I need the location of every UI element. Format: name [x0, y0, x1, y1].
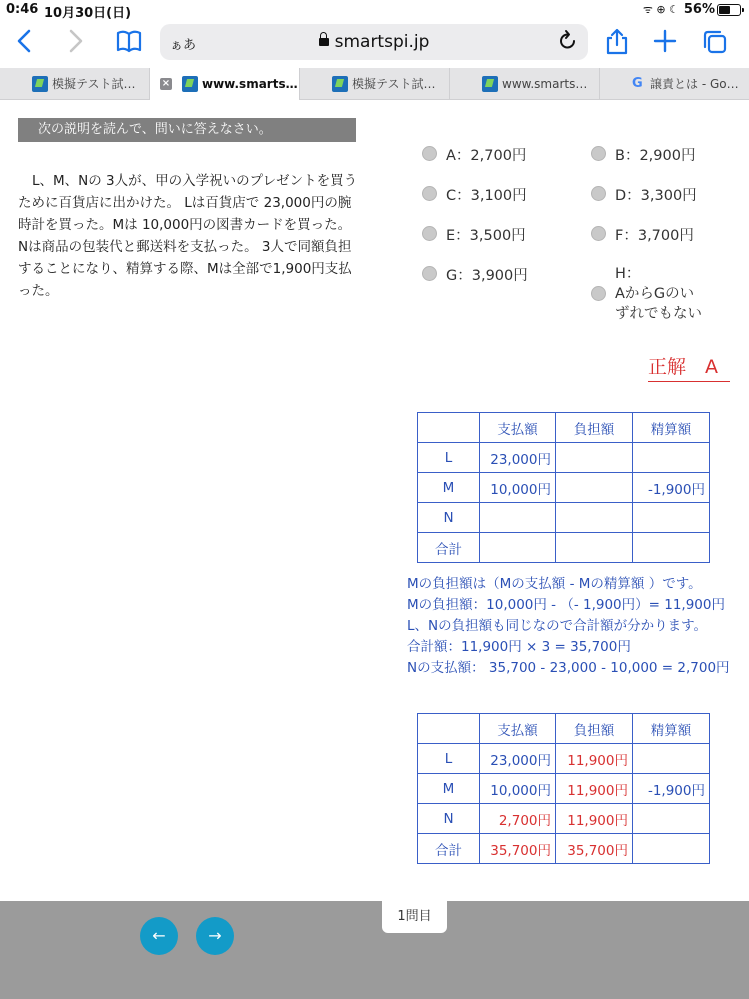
status-bar: [0, 0, 749, 20]
question-number-indicator: 1問目: [382, 901, 447, 933]
choice-label: [615, 264, 702, 324]
choice-label: C：3,100円: [446, 188, 527, 204]
table-cell-highlighted: 11,900円: [556, 774, 633, 804]
row-header-cell: N: [418, 804, 480, 834]
table-cell-highlighted: 11,900円: [556, 744, 633, 774]
tab-label: www.smarts…: [202, 77, 298, 91]
choice-label-line: AからGのい: [615, 286, 695, 302]
battery-percentage: 56%: [683, 2, 715, 17]
table-row: [418, 473, 710, 503]
table-cell: [633, 533, 710, 563]
table-header-cell: [418, 714, 480, 744]
table-header-cell: 精算額: [633, 413, 710, 443]
row-header-cell: M: [418, 473, 480, 503]
tab-google-search[interactable]: [600, 68, 749, 100]
site-favicon-icon: [182, 76, 198, 92]
choice-label: G：3,900円: [446, 268, 528, 284]
choice-label: E：3,500円: [446, 228, 526, 244]
table-cell: [556, 503, 633, 533]
explanation: [393, 574, 733, 679]
table-cell: 10,000円: [480, 473, 556, 503]
table-header-cell: 精算額: [633, 714, 710, 744]
table-cell: [556, 533, 633, 563]
radio-button[interactable]: [422, 186, 437, 201]
instruction-bar: 次の説明を読んで、問いに答えなさい。: [18, 118, 356, 142]
choice-label: B：2,900円: [615, 148, 696, 164]
status-indicator-icons: ᯤ ⊕ ☾: [642, 3, 679, 16]
table-cell: [633, 443, 710, 473]
table-row: [418, 834, 710, 864]
table-header-cell: 負担額: [556, 413, 633, 443]
radio-button[interactable]: [591, 286, 606, 301]
table-header-cell: 支払額: [480, 413, 556, 443]
table-cell: 23,000円: [480, 443, 556, 473]
row-header-cell: 合計: [418, 533, 480, 563]
explanation-line: Mの負担額は（Mの支払額 - Mの精算額 ）です。: [407, 576, 702, 592]
table-cell-highlighted: 2,700円: [480, 804, 556, 834]
tabs-icon[interactable]: [700, 28, 730, 62]
close-icon[interactable]: ×: [161, 78, 171, 89]
choice-label: D：3,300円: [615, 188, 697, 204]
site-favicon-icon: [332, 76, 348, 92]
tab-smartspi-2[interactable]: [450, 68, 600, 100]
settlement-table-solved: [417, 713, 710, 864]
address-bar[interactable]: [160, 24, 588, 60]
radio-button[interactable]: [591, 146, 606, 161]
choice-label: A：2,700円: [446, 148, 527, 164]
table-cell-highlighted: 35,700円: [556, 834, 633, 864]
plus-icon[interactable]: [650, 28, 680, 60]
tab-bar: [0, 68, 749, 100]
radio-button[interactable]: [422, 266, 437, 281]
table-header-row: [418, 714, 710, 744]
row-header-cell: 合計: [418, 834, 480, 864]
chevron-right-icon[interactable]: [60, 28, 90, 60]
table-cell: 10,000円: [480, 774, 556, 804]
table-cell: [480, 503, 556, 533]
tab-mock-test-1[interactable]: [0, 68, 150, 100]
next-question-button[interactable]: →: [196, 917, 234, 955]
table-header-cell: 支払額: [480, 714, 556, 744]
radio-button[interactable]: [591, 186, 606, 201]
battery-level-fill: [719, 6, 730, 14]
table-header-cell: [418, 413, 480, 443]
question-text: L、M、Nの 3人が、甲の入学祝いのプレゼントを買うために百貨店に出かけた。 Lは百貨店で 23,000円の腕時計を買った。Mは 10,000円の図書カードを買った。Nは商品の包装代と郵送料を支払った。 3人で同額負担することになり、精算する際、Mは全部で1,900円支払った。: [18, 173, 358, 299]
lock-icon: [319, 38, 329, 46]
choice-label-line: H：: [615, 266, 641, 282]
previous-question-button[interactable]: ←: [140, 917, 178, 955]
status-time: 0:46: [6, 2, 39, 17]
table-cell-highlighted: 35,700円: [480, 834, 556, 864]
table-cell: [480, 533, 556, 563]
explanation-line: Nの支払額： 35,700 - 23,000 - 10,000 = 2,700円: [407, 660, 730, 676]
tab-label: 模擬テスト試…: [352, 77, 436, 91]
table-header-row: [418, 413, 710, 443]
tab-smartspi-active[interactable]: [150, 68, 300, 100]
google-icon: G: [632, 76, 643, 91]
row-header-cell: N: [418, 503, 480, 533]
site-favicon-icon: [482, 76, 498, 92]
choice-label-line: ずれでもない: [615, 306, 702, 322]
correct-answer: 正解 A: [648, 352, 730, 382]
browser-toolbar: [0, 20, 749, 68]
share-icon[interactable]: [602, 28, 632, 62]
table-row: [418, 774, 710, 804]
tab-label: 譲責とは - Go…: [650, 77, 739, 91]
reload-icon[interactable]: [558, 29, 578, 56]
tab-label: 模擬テスト試…: [52, 77, 136, 91]
table-cell: 23,000円: [480, 744, 556, 774]
explanation-line: Mの負担額：10,000円 - （- 1,900円）= 11,900円: [407, 597, 725, 613]
book-icon[interactable]: [114, 28, 144, 60]
settlement-table-blank: [417, 412, 710, 563]
table-cell: [633, 804, 710, 834]
table-header-cell: 負担額: [556, 714, 633, 744]
bottom-navigation-bar: [0, 901, 749, 999]
tab-mock-test-2[interactable]: [300, 68, 450, 100]
table-cell: [633, 503, 710, 533]
row-header-cell: L: [418, 744, 480, 774]
site-favicon-icon: [32, 76, 48, 92]
table-cell: [556, 443, 633, 473]
url-display[interactable]: [160, 32, 588, 52]
choice-h[interactable]: [591, 264, 721, 324]
table-cell: [633, 834, 710, 864]
explanation-line: 合計額：11,900円 × 3 = 35,700円: [407, 639, 631, 655]
row-header-cell: M: [418, 774, 480, 804]
table-cell: -1,900円: [633, 774, 710, 804]
table-row: [418, 804, 710, 834]
choice-label: F：3,700円: [615, 228, 694, 244]
table-row: [418, 533, 710, 563]
explanation-line: L、Nの負担額も同じなので合計額が分かります。: [407, 618, 708, 634]
radio-button[interactable]: [422, 146, 437, 161]
row-header-cell: L: [418, 443, 480, 473]
battery-icon: [717, 4, 741, 16]
table-cell: [633, 744, 710, 774]
table-cell: -1,900円: [633, 473, 710, 503]
radio-button[interactable]: [422, 226, 437, 241]
table-row: [418, 443, 710, 473]
reader-options-label[interactable]: ぁあ: [170, 38, 197, 53]
table-row: [418, 744, 710, 774]
radio-button[interactable]: [591, 226, 606, 241]
url-text: smartspi.jp: [334, 32, 430, 52]
table-row: [418, 503, 710, 533]
tab-label: www.smarts…: [502, 77, 588, 91]
table-cell-highlighted: 11,900円: [556, 804, 633, 834]
chevron-left-icon[interactable]: [10, 28, 40, 60]
status-date: 10月30日(日): [44, 6, 132, 21]
table-cell: [556, 473, 633, 503]
